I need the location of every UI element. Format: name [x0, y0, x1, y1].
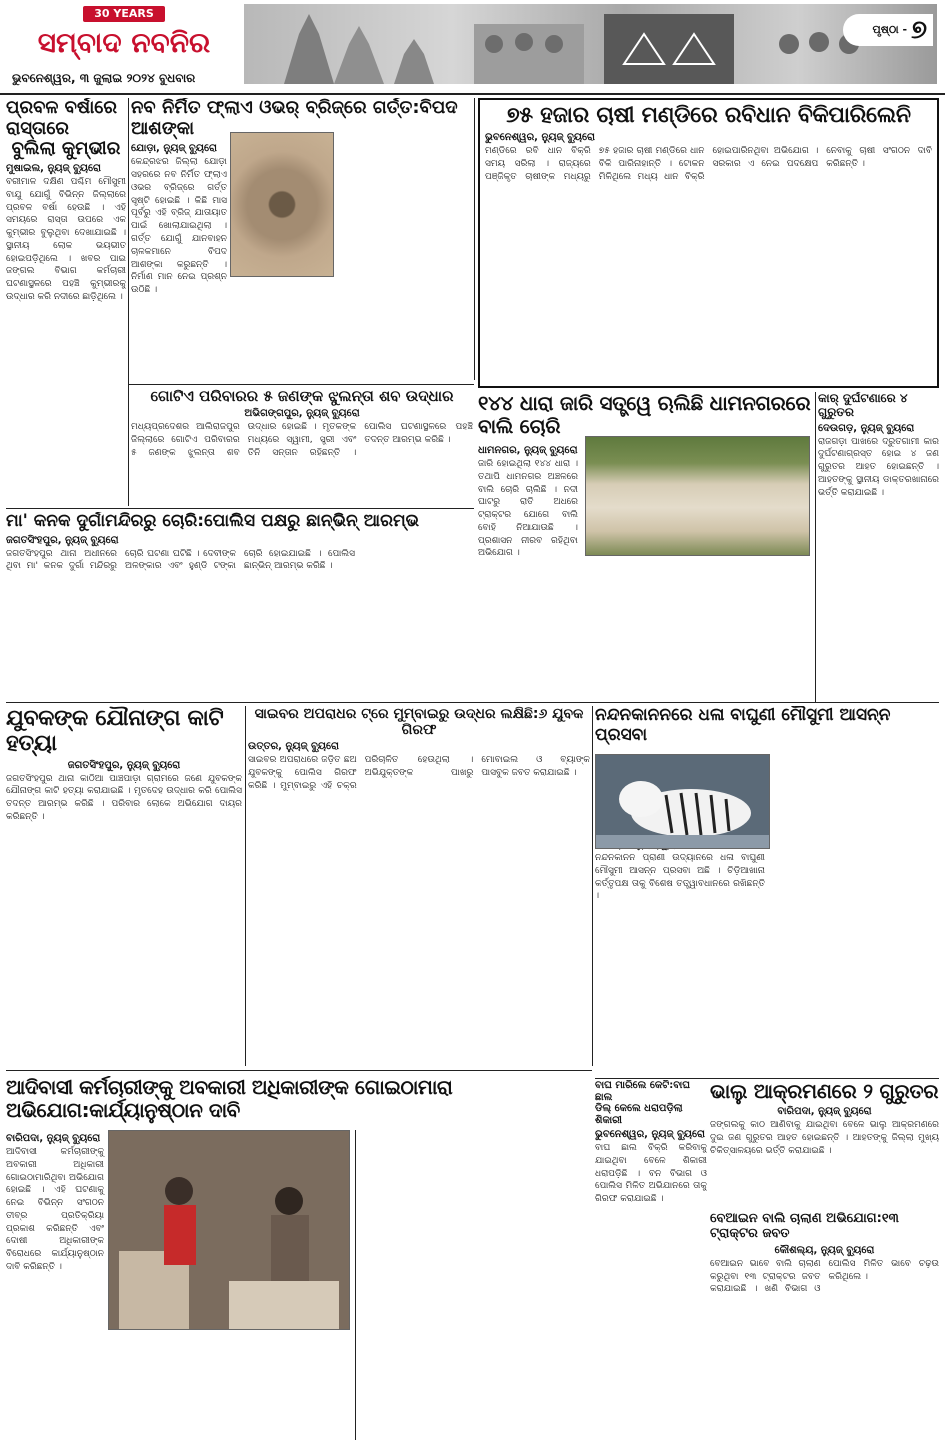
- masthead-date: ଭୁବନେଶ୍ୱର, ୩ ଜୁଲାଇ ୨୦୨୪ ବୁଧବାର: [12, 71, 196, 85]
- article-headline: ଗୋଟିଏ ପରିବାରର ୫ ଜଣଙ୍କ ଝୁଲନ୍ତା ଶବ ଉଦ୍ଧାର: [150, 388, 454, 405]
- article-dateline: ଯୋଡ଼ା, ନ୍ୟୁଜ୍ ବ୍ୟୁରୋ: [131, 143, 217, 155]
- column-divider: [128, 98, 129, 506]
- newspaper-logo: ସମ୍ବାଦ ନବନିର: [37, 26, 211, 59]
- article-dateline: ଦେଉଗଡ଼, ନ୍ୟୁଜ୍ ବ୍ୟୁରୋ: [818, 422, 915, 434]
- article-headline: ୧୪୪ ଧାରା ଜାରି ସତ୍ତ୍ୱେ ଋଲିଛି ଧାମନଗରରେ ବାଲି ଚୋରି: [478, 392, 811, 438]
- article-body: ଆଦିବାସୀ କର୍ମଚାରୀଙ୍କୁ ଅବକାରୀ ଅଧିକାରୀ ଗୋଇଠାମାରିଥିବା ଅଭିଯୋଗ ହୋଇଛି । ଏହି ଘଟଣାକୁ ନେଇ ବିଭିନ୍ନ ସଂଗଠନ ତୀବ୍ର ପ୍ରତିକ୍ରିୟା ପ୍ରକାଶ କରିଛନ୍ତି ଏବଂ ଦୋଷୀ ଅଧିକାରୀଙ୍କ ବିରୋଧରେ କାର୍ଯ୍ୟାନୁଷ୍ଠାନ ଦାବି କରିଛନ୍ତି ।: [6, 1147, 104, 1272]
- article-headline: ନନ୍ଦନକାନନରେ ଧଳା ବାଘୁଣୀ ମୌସୁମୀ ଆସନ୍ନ ପ୍ରସବା: [595, 706, 891, 745]
- article-dateline: ଧାମନଗର, ନ୍ୟୁଜ୍ ବ୍ୟୁରୋ: [478, 445, 578, 456]
- article-body: ଜଗତସିଂହପୁର ଥାନା ଅଧୀନରେ ଥିବା ମା' କନକ ଦୁର୍ଗା ମନ୍ଦିରରୁ ଚୋରି ଘଟଣା ଘଟିଛି । ଦେବୀଙ୍କ ଅଳଙ୍କାର ଏବଂ ହୁଣ୍ଡି ଟଙ୍କା ଚୋରି ହୋଇଯାଇଛି । ପୋଲିସ ଛାନ୍‌ଭିନ୍ ଆରମ୍ଭ କରିଛି ।: [6, 548, 355, 572]
- article-headline: ୭୫ ହଜାର ଚାଷୀ ମଣ୍ଡିରେ ରବିଧାନ ବିକିପାରିଲେନି: [506, 103, 911, 128]
- row-divider: [595, 1078, 939, 1079]
- article-body: ବରୀମାଳ ଦକ୍ଷିଣ ପଶ୍ଚିମ ମୌସୁମୀ ବାଯୁ ଯୋଗୁଁ ବିଭିନ୍ନ ଜିଲ୍ଲାରେ ପ୍ରବଳ ବର୍ଷା ହେଉଛି । ଏହି ସମୟରେ ରାସ୍ତା ଉପରେ ଏକ କୁମ୍ଭୀର ବୁଲୁଥିବା ଦେଖାଯାଇଛି । ସ୍ଥାନୀୟ ଲୋକ ଭୟଭୀତ ହୋଇପଡ଼ିଥିଲେ । ଖବର ପାଇ ଜଙ୍ଗଲ ବିଭାଗ କର୍ମଚାରୀ ଘଟଣାସ୍ଥଳରେ ପହଞ୍ଚି କୁମ୍ଭୀରକୁ ଉଦ୍ଧାର କରି ନଦୀରେ ଛାଡ଼ିଥିଲେ ।: [6, 177, 126, 302]
- article-body: ନନ୍ଦନକାନନ ପ୍ରାଣୀ ଉଦ୍ୟାନରେ ଧଳା ବାଘୁଣୀ ମୌସୁମୀ ଆସନ୍ନ ପ୍ରସବା ଅଛି । ଚିଡ଼ିଆଖାନା କର୍ତ୍ତୃପକ୍ଷ ତାକୁ ବିଶେଷ ତତ୍ତ୍ୱାବଧାନରେ ରଖିଛନ୍ତି ।: [595, 853, 765, 902]
- article-body: ଜଗତସିଂହପୁର ଥାନା କାଠିଆ ପାଞ୍ଚପାଡ଼ା ଗ୍ରାମରେ ଜଣେ ଯୁବକଙ୍କ ଯୌନାଙ୍ଗ କାଟି ହତ୍ୟା କରାଯାଇଛି । ମୃତଦେହ ଉଦ୍ଧାର କରି ପୋଲିସ ତଦନ୍ତ ଆରମ୍ଭ କରିଛି । ପରିବାର ଲୋକେ ଅଭିଯୋଗ ଦାୟର କରିଛନ୍ତି ।: [6, 773, 242, 822]
- page-number: ୭: [911, 14, 927, 45]
- article-youth-murder: [6, 706, 242, 1066]
- article-crocodile: [6, 98, 126, 506]
- article-headline: ନବ ନିର୍ମିତ ଫ୍ଲାଏ ଓଭର୍ ବ୍ରିଜ୍‌ରେ ଗର୍ତ୍ତ:ବିପଦ ଆଶଙ୍କା: [131, 98, 458, 139]
- article-dateline: ବାରିପଦା, ନ୍ୟୁଜ୍ ବ୍ୟୁରୋ: [777, 1106, 872, 1117]
- masthead-divider: [0, 93, 945, 95]
- temple-illustration: [334, 26, 384, 84]
- article-headline: ସାଇବର ଅପରାଧର ଟ୍ରେ ମୁମ୍ବାଇରୁ ଉଦ୍ଧର ଲକ୍ଷିଛି:୬ ଯୁବକ ଗିରଫ: [254, 706, 584, 739]
- article-five-bodies: [131, 388, 473, 506]
- temple-illustration: [284, 14, 334, 84]
- article-headline: ଆଦିବାସୀ କର୍ମଚାରୀଙ୍କୁ ଅବକାରୀ ଅଧିକାରୀଙ୍କ ଗୋଇଠାମାରା ଅଭିଯୋଗ:କାର୍ଯ୍ୟାନୁଷ୍ଠାନ ଦାବି: [6, 1076, 453, 1122]
- article-cyber-crime: [248, 706, 590, 1066]
- article-headline: କାର୍ ଦୁର୍ଘଟଣାରେ ୪ ଗୁରୁତର: [818, 392, 908, 419]
- article-body: କେନ୍ଦ୍ରଝର ଜିଲ୍ଲା ଯୋଡ଼ା ସହରରେ ନବ ନିର୍ମିତ ଫ୍ଲାଏ ଓଭର ବ୍ରିଜ୍‌ରେ ଗର୍ତ୍ତ ସୃଷ୍ଟି ହୋଇଛି । କିଛି ମାସ ପୂର୍ବରୁ ଏହି ବ୍ରିଜ୍ ଯାତାୟାତ ପାଇଁ ଖୋଲାଯାଇଥିଲା । ଗର୍ତ୍ତ ଯୋଗୁଁ ଯାନବାହନ ଚାଳକମାନେ ବିପଦ ଆଶଙ୍କା କରୁଛନ୍ତି । ନିର୍ମାଣ ମାନ ନେଇ ପ୍ରଶ୍ନ ଉଠିଛି ।: [131, 157, 227, 296]
- article-dateline: ବାରିପଦା, ନ୍ୟୁଜ୍ ବ୍ୟୁରୋ: [6, 1133, 101, 1144]
- article-body: ମଣ୍ଡିରେ ରବି ଧାନ ବିକ୍ରି ସମୟ ସରିଲା । ରାଜ୍ୟରେ ପଞ୍ଜିକୃତ ଚାଷୀଙ୍କ ମଧ୍ୟରୁ ୭୫ ହଜାର ଚାଷୀ ମଣ୍ଡିରେ ଧାନ ବିକି ପାରିନାହାନ୍ତି । ଟୋକନ ମିଳିଥିଲେ ମଧ୍ୟ ଧାନ ବିକ୍ରି ହୋଇପାରିନଥିବା ଅଭିଯୋଗ । ସରକାର ଏ ନେଇ ପଦକ୍ଷେପ ନେବାକୁ ଚାଷୀ ସଂଗଠନ ଦାବି କରିଛନ୍ତି ।: [485, 146, 932, 182]
- column-divider: [815, 392, 816, 702]
- article-temple-theft: [6, 512, 474, 692]
- article-body: ଜଙ୍ଗଲକୁ କାଠ ଆଣିବାକୁ ଯାଇଥିବା ବେଳେ ଭାଲୁ ଆକ୍ରମଣରେ ଦୁଇ ଜଣ ଗୁରୁତର ଆହତ ହୋଇଛନ୍ତି । ଆହତଙ୍କୁ ଜିଲ୍ଲା ମୁଖ୍ୟ ଚିକିତ୍ସାଳୟରେ ଭର୍ତ୍ତି କରାଯାଇଛି ।: [710, 1120, 939, 1156]
- column-divider: [245, 706, 246, 1066]
- article-tiger-skin-hunter: [595, 1080, 707, 1210]
- anniversary-badge: 30 YEARS: [83, 6, 165, 22]
- article-headline: ମା' କନକ ଦୁର୍ଗାମନ୍ଦିରରୁ ଚୋରି:ପୋଲିସ ପକ୍ଷରୁ ଛାନ୍‌ଭିନ୍ ଆରମ୍ଭ: [6, 512, 420, 531]
- masthead: [0, 0, 945, 92]
- white-tiger-photo: [595, 754, 770, 849]
- article-dateline: କୌଶଲ୍ୟ, ନ୍ୟୁଜ୍ ବ୍ୟୁରୋ: [774, 1244, 875, 1256]
- article-headline: ବାଘ ମାରିଲେ କେଟି:ବାଘ ଛାଲ ଡିଲ୍ କେଲେ ଧରାପଡ଼ିଲା ଶିକାରୀ: [595, 1080, 691, 1126]
- article-dateline: ଭୁବନେଶ୍ୱର, ନ୍ୟୁଜ୍ ବ୍ୟୁରୋ: [485, 132, 596, 144]
- article-body: ମଧ୍ୟପ୍ରଦେଶର ଆଲିରାଜପୁର ଜିଲ୍ଲାରେ ଗୋଟିଏ ପରିବାରର ୫ ଜଣଙ୍କ ଝୁଲନ୍ତା ଶବ ଉଦ୍ଧାର ହୋଇଛି । ମୃତକଙ୍କ ମଧ୍ୟରେ ସ୍ୱାମୀ, ସ୍ତ୍ରୀ ଏବଂ ତିନି ସନ୍ତାନ ରହିଛନ୍ତି । ପୋଲିସ ଘଟଣାସ୍ଥଳରେ ପହଞ୍ଚି ତଦନ୍ତ ଆରମ୍ଭ କରିଛି ।: [131, 422, 473, 458]
- article-dateline: ଭୁବନେଶ୍ୱର, ନ୍ୟୁଜ୍ ବ୍ୟୁରୋ: [595, 1129, 706, 1140]
- masthead-collage: [244, 4, 937, 84]
- article-tractor-seized: [710, 1212, 939, 1444]
- cctv-photo: [108, 1130, 350, 1330]
- column-divider: [474, 98, 475, 380]
- pothole-photo: [230, 132, 334, 277]
- column-divider: [355, 1130, 356, 1440]
- article-dateline: ଜଗତସିଂହପୁର, ନ୍ୟୁଜ୍ ବ୍ୟୁରୋ: [67, 759, 181, 771]
- article-body: ବେଆଇନ ଭାବେ ବାଲି ଚାଲାଣ କରୁଥିବା ୧୩ ଟ୍ରାକ୍ଟର ଜବତ କରାଯାଇଛି । ଖଣି ବିଭାଗ ଓ ପୋଲିସ ମିଳିତ ଭାବେ ଚଢ଼ଉ କରିଥିଲେ ।: [710, 1258, 939, 1295]
- article-dateline: ମୁଷାଇଲ, ନ୍ୟୁଜ୍ ବ୍ୟୁରୋ: [6, 163, 102, 175]
- article-bear-attack: [710, 1080, 939, 1210]
- article-body: ଜାରି ହୋଇଥିଲା ୧୪୪ ଧାରା । ତଥାପି ଧାମନଗର ଅଞ୍ଚଳରେ ବାଲି ଚୋରି ଚାଲିଛି । ନଦୀ ଘାଟରୁ ରାତି ଅଧରେ ଟ୍ରାକ୍ଟର ଯୋଗେ ବାଲି ବୋହି ନିଆଯାଉଛି । ପ୍ରଶାସନ ନୀରବ ରହିଥିବା ଅଭିଯୋଗ ।: [478, 459, 578, 559]
- row-divider: [6, 1070, 592, 1071]
- page-number-badge: [843, 14, 933, 46]
- article-body: ସାଇବର ଅପରାଧରେ ଜଡ଼ିତ ଛଅ ଯୁବକଙ୍କୁ ପୋଲିସ ଗିରଫ କରିଛି । ମୁମ୍ବାଇରୁ ଏହି ଚକ୍ର ପରିଚାଳିତ ହେଉଥିଲା । ଅଭିଯୁକ୍ତଙ୍କ ପାଖରୁ ମୋବାଇଲ ଓ ବ୍ୟାଙ୍କ ପାସବୁକ ଜବତ କରାଯାଇଛି ।: [248, 755, 590, 791]
- article-headline: ପ୍ରବଳ ବର୍ଷାରେ ରାସ୍ତାରେ ବୁଲିଲା କୁମ୍ଭୀର: [6, 98, 121, 160]
- article-paddy-farmers: [478, 98, 939, 388]
- temple-illustration: [394, 39, 434, 84]
- logo-block: [8, 6, 240, 90]
- article-dateline: ଅଭିଗଙ୍ଗପୁର, ନ୍ୟୁଜ୍ ବ୍ୟୁରୋ: [244, 408, 360, 420]
- article-car-accident: [818, 392, 939, 702]
- article-headline: ଭାଲୁ ଆକ୍ରମଣରେ ୨ ଗୁରୁତର: [710, 1080, 939, 1103]
- page-label: ପୃଷ୍ଠା -: [872, 23, 908, 36]
- row-divider: [129, 384, 474, 385]
- article-dateline: ଜଗତସିଂହପୁର, ନ୍ୟୁଜ୍ ବ୍ୟୁରୋ: [6, 534, 119, 546]
- article-headline: ବେଆଇନ ବାଲି ଚାଲାଣ ଅଭିଯୋଗ:୧୩ ଟ୍ରାକ୍ଟର ଜବତ: [710, 1212, 899, 1241]
- row-divider: [6, 702, 939, 703]
- sand-riverbed-photo: [585, 436, 810, 556]
- row-divider: [6, 508, 474, 509]
- column-divider: [592, 706, 593, 1066]
- article-body: ରାଜଗଡ଼ା ପାଖରେ ଦ୍ରୁତଗାମୀ କାର ଦୁର୍ଘଟଣାଗ୍ରସ୍ତ ହୋଇ ୪ ଜଣ ଗୁରୁତର ଆହତ ହୋଇଛନ୍ତି । ଆହତଙ୍କୁ ସ୍ଥାନୀୟ ଡାକ୍ତରଖାନାରେ ଭର୍ତ୍ତି କରାଯାଇଛି ।: [818, 436, 939, 498]
- article-headline: ଯୁବକଙ୍କ ଯୌନାଙ୍ଗ କାଟି ହତ୍ୟା: [6, 706, 224, 757]
- article-body: ବାଘ ଛାଲ ବିକ୍ରି କରିବାକୁ ଯାଇଥିବା ବେଳେ ଶିକାରୀ ଧରାପଡ଼ିଛି । ବନ ବିଭାଗ ଓ ପୋଲିସ ମିଳିତ ଅଭିଯାନରେ ତାକୁ ଗିରଫ କରାଯାଇଛି ।: [595, 1143, 707, 1205]
- article-dateline: ଉତ୍ତର, ନ୍ୟୁଜ୍ ବ୍ୟୁରୋ: [248, 741, 340, 753]
